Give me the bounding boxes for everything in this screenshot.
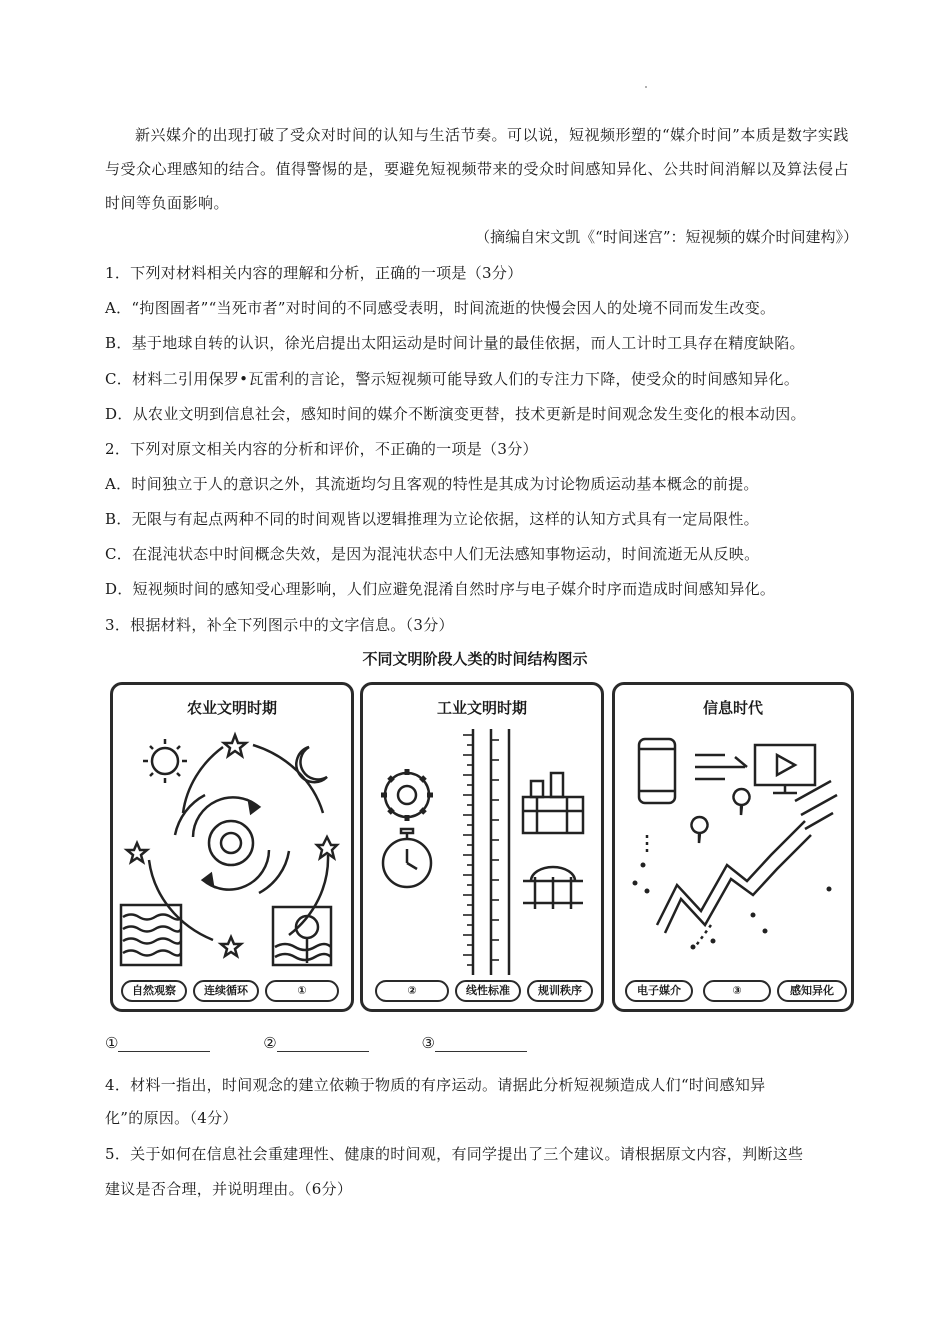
sun-icon — [152, 748, 178, 774]
blank-3[interactable] — [435, 1037, 527, 1052]
q3-stem: 3．根据材料，补全下列图示中的文字信息。（3分） — [105, 616, 454, 634]
q2-option-b: B．无限与有起点两种不同的时间观皆以逻辑推理为立论依据，这样的认知方式具有一定局限性。 — [105, 510, 759, 528]
q2-option-c: C．在混沌状态中时间概念失效，是因为混沌状态中人们无法感知事物运动，时间流逝无从反映。 — [105, 545, 760, 563]
q2-option-a: A．时间独立于人的意识之外，其流逝均匀且客观的特性是其成为讨论物质运动基本概念的前提。 — [105, 475, 759, 493]
intro-paragraph: 新兴媒介的出现打破了受众对时间的认知与生活节奏。可以说，短视频形塑的“媒介时间”本质是数字实践与受众心理感知的结合。值得警惕的是，要避免短视频带来的受众时间感知异化、公共时间消解以及算法侵占时间等负面影响。 — [105, 126, 850, 212]
monitor-icon — [755, 745, 815, 785]
tag-electronic-media: 电子媒介 — [625, 980, 693, 1002]
q1-option-b: B．基于地球自转的认识，徐光启提出太阳运动是时间计量的最佳依据，而人工计时工具存在精度缺陷。 — [105, 334, 805, 352]
blank-1[interactable] — [118, 1037, 210, 1052]
q5-line1: 5．关于如何在信息社会重建理性、健康的时间观，有同学提出了三个建议。请根据原文内容，判断这些 — [105, 1145, 804, 1163]
zigzag-path — [657, 821, 805, 925]
ruler-icon — [473, 729, 509, 975]
tag-blank-3: ③ — [703, 980, 771, 1002]
tag-continuous-cycle: 连续循环 — [193, 980, 259, 1002]
sun-rays — [143, 739, 187, 783]
panel-industry — [360, 682, 604, 1012]
tag-perception-alienation: 感知异化 — [777, 980, 847, 1002]
answer-blanks — [105, 1034, 575, 1052]
railway-icon — [523, 867, 583, 909]
blank-label-2: ② — [263, 1034, 277, 1052]
tag-blank-1: ① — [265, 980, 339, 1002]
panel-title: 农业文明时期 — [186, 699, 277, 717]
star-icon — [317, 837, 337, 858]
figure-title: 不同文明阶段人类的时间结构图示 — [362, 650, 588, 668]
tag-blank-2: ② — [375, 980, 449, 1002]
location-pin-icon — [692, 817, 708, 843]
blank-label-3: ③ — [421, 1034, 435, 1052]
star-icon — [224, 735, 246, 756]
industry-illustration — [363, 685, 601, 1009]
q1-option-d: D．从农业文明到信息社会，感知时间的媒介不断演变更替，技术更新是时间观念发生变化的根本动因。 — [105, 405, 806, 423]
panel-title: 工业文明时期 — [436, 699, 527, 717]
q1-option-c: C．材料二引用保罗•瓦雷利的言论，警示短视频可能导致人们的专注力下降，使受众的时间感知异化。 — [105, 370, 800, 388]
blank-2[interactable] — [277, 1037, 369, 1052]
star-icon — [221, 937, 241, 956]
panel-agriculture — [110, 682, 354, 1012]
tag-natural-observation: 自然观察 — [121, 980, 187, 1002]
location-pin-icon — [734, 789, 750, 815]
q2-stem: 2．下列对原文相关内容的分析和评价，不正确的一项是（3分） — [105, 440, 538, 458]
panel-title: 信息时代 — [702, 699, 763, 717]
source-citation: （摘编自宋文凯《“时间迷宫”：短视频的媒介时间建构》） — [475, 228, 858, 246]
q2-option-d: D．短视频时间的感知受心理影响，人们应避免混淆自然时序与电子媒介时序而造成时间感知异化。 — [105, 580, 776, 598]
q1-option-a: A．“拘图圄者”“当死市者”对时间的不同感受表明，时间流逝的快慢会因人的处境不同而发生改变。 — [105, 299, 776, 317]
moon-icon — [296, 747, 327, 782]
q5-line2: 建议是否合理，并说明理由。（6分） — [105, 1180, 353, 1198]
q4-line1: 4．材料一指出，时间观念的建立依赖于物质的有序运动。请据此分析短视频造成人们“时间感知异 — [105, 1076, 766, 1094]
information-illustration — [615, 685, 851, 1009]
tag-linear-standard: 线性标准 — [455, 980, 521, 1002]
blank-label-1: ① — [105, 1034, 119, 1052]
scan-speck — [645, 86, 647, 88]
agriculture-illustration — [113, 685, 351, 1009]
tag-discipline-order: 规训秩序 — [527, 980, 593, 1002]
factory-icon — [523, 773, 583, 833]
q1-stem: 1．下列对材料相关内容的理解和分析，正确的一项是（3分） — [105, 264, 523, 282]
panel-information-age — [612, 682, 854, 1012]
q4-line2: 化”的原因。（4分） — [105, 1109, 238, 1127]
star-icon — [127, 843, 147, 862]
